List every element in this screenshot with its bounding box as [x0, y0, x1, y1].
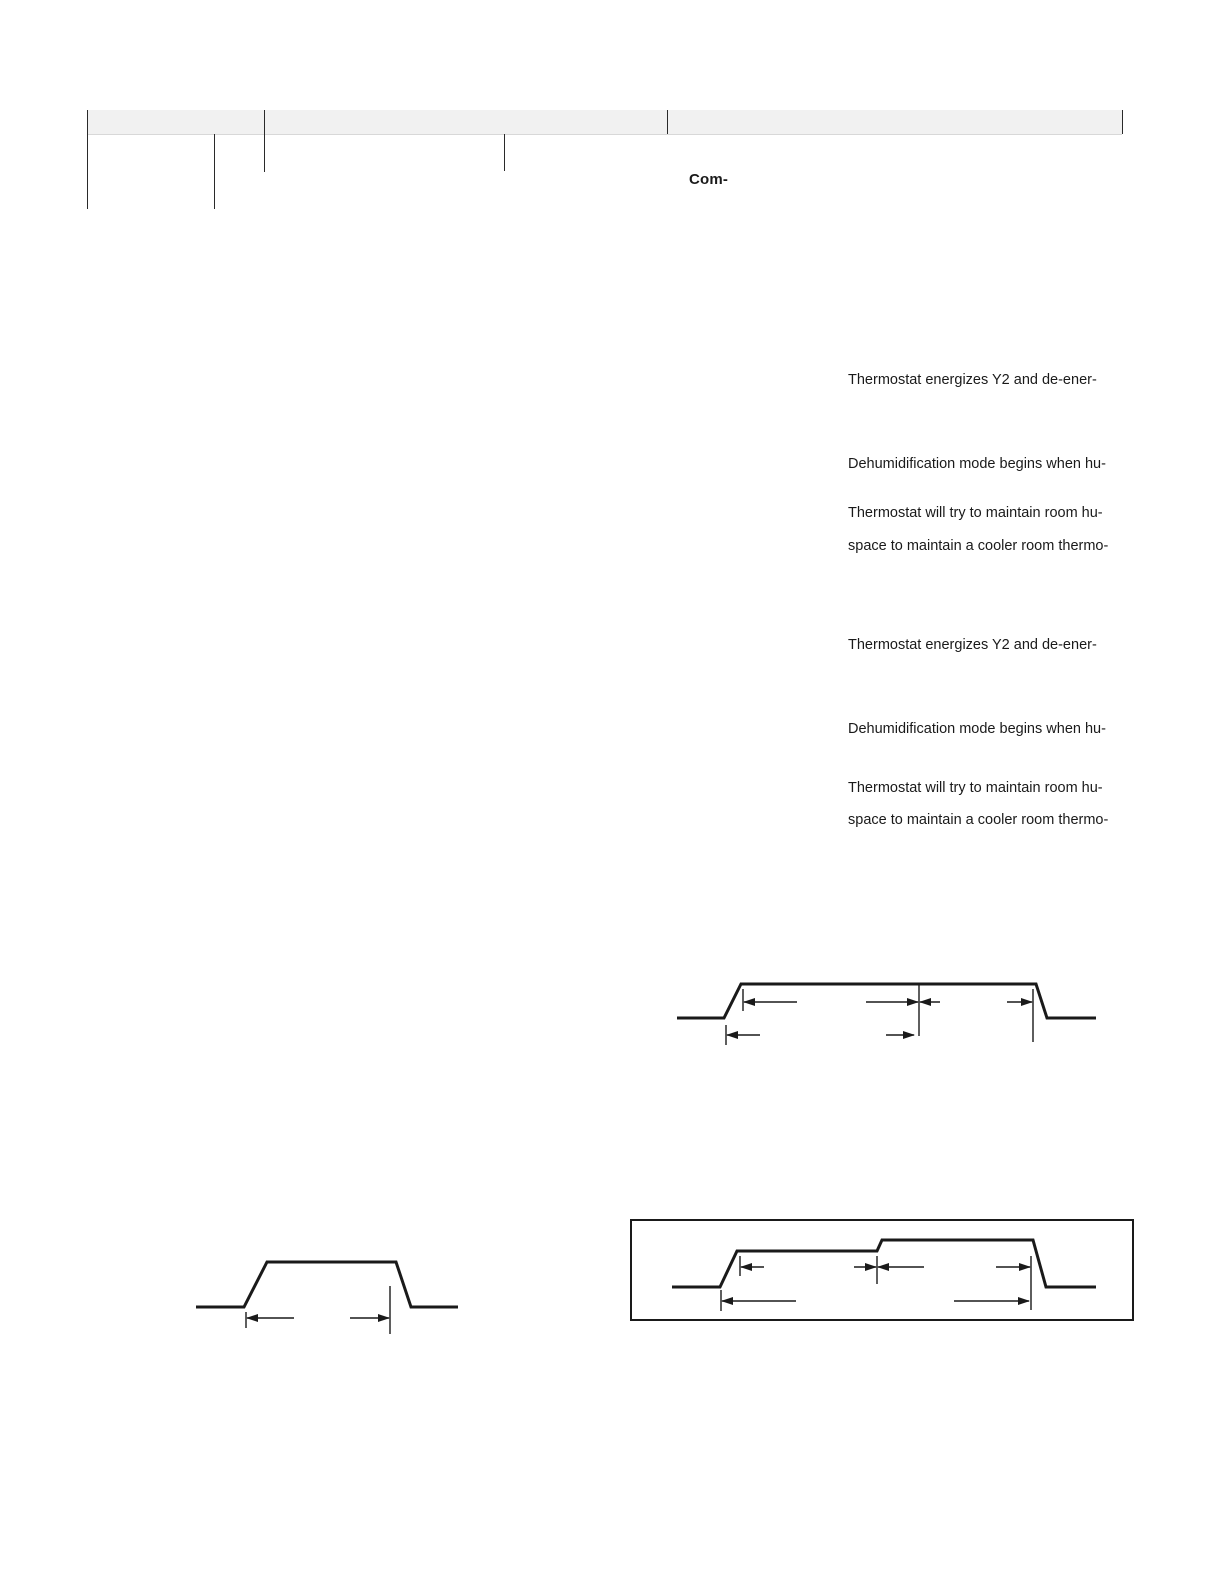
note-maintain-humidity-1: Thermostat will try to maintain room hu- — [848, 505, 1103, 521]
compressor-column-label: Com- — [689, 171, 729, 188]
table-column-divider-2 — [667, 110, 668, 134]
note-dehumidification-mode-2: Dehumidification mode begins when hu- — [848, 721, 1106, 737]
note-dehumidification-mode-1: Dehumidification mode begins when hu- — [848, 456, 1106, 472]
timing-diagram-2 — [190, 1252, 470, 1342]
table-right-border — [1122, 110, 1123, 134]
timing-waveform-3 — [672, 1240, 1096, 1287]
note-maintain-humidity-2: Thermostat will try to maintain room hu- — [848, 780, 1103, 796]
timing-dimension-arrows-1 — [727, 1002, 1032, 1035]
timing-marker-lines-1 — [726, 984, 1033, 1045]
timing-diagram-1 — [670, 975, 1110, 1055]
table-header-band — [88, 110, 1122, 135]
timing-dimension-arrows-3 — [722, 1267, 1030, 1301]
table-subcolumn-divider-1 — [214, 134, 215, 209]
timing-marker-lines-3 — [721, 1256, 1031, 1311]
table-left-border — [87, 110, 88, 209]
table-subcolumn-divider-2 — [504, 134, 505, 171]
timing-marker-lines-2 — [246, 1286, 390, 1334]
table-column-divider-1 — [264, 110, 265, 172]
note-cooler-room-1: space to maintain a cooler room thermo- — [848, 538, 1109, 554]
note-thermostat-energizes-y2-1: Thermostat energizes Y2 and de-ener- — [848, 372, 1097, 388]
note-thermostat-energizes-y2-2: Thermostat energizes Y2 and de-ener- — [848, 637, 1097, 653]
timing-waveform-2 — [196, 1262, 458, 1307]
timing-diagram-3 — [664, 1230, 1104, 1315]
note-cooler-room-2: space to maintain a cooler room thermo- — [848, 812, 1109, 828]
